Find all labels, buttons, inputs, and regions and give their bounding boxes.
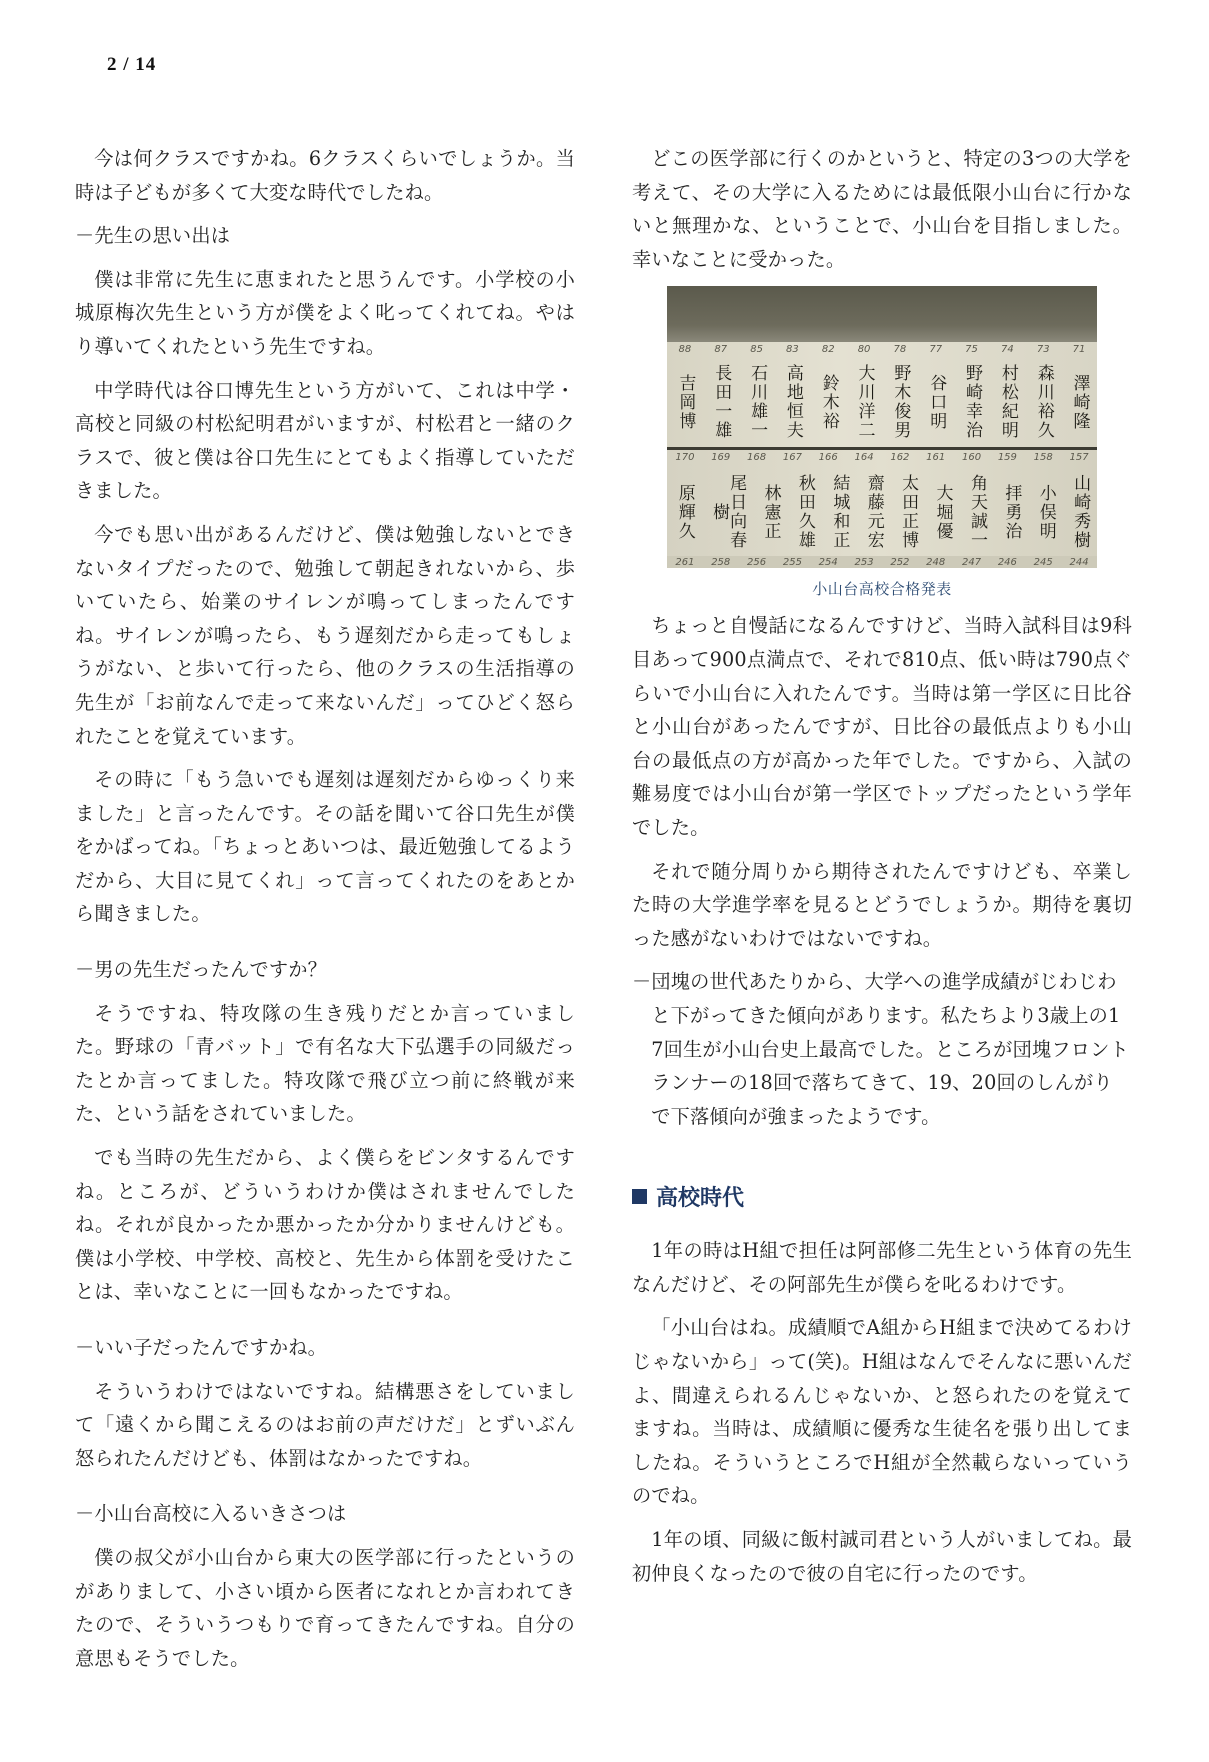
exam-number: 248 <box>926 557 946 569</box>
interviewer-question: －いい子だったんですかね。 <box>75 1336 328 1359</box>
student-name: 小俣明 <box>1035 483 1056 541</box>
interviewer-question: －先生の思い出は <box>75 224 231 248</box>
paragraph: どこの医学部に行くのかというと、特定の3つの大学を考えて、その大学に入るためには最低限小山台に行かないと無理かな、ということで、小山台を目指しました。幸いなことに受かった。 <box>632 147 1132 271</box>
student-name: 結城和正 <box>829 474 850 551</box>
student-name: 齋藤元宏 <box>863 474 884 551</box>
paragraph: でも当時の先生だから、よく僕らをビンタするんですね。ところが、どういうわけか僕はされませんでしたね。それが良かったか悪かったか分かりませんけども。僕は小学校、中学校、高校と、先生から体罰を受けたことは、幸いなことに一回もなかったですね。 <box>75 1146 575 1304</box>
student-name: 秋田久雄 <box>794 474 815 551</box>
exam-number: 71 <box>1072 344 1086 356</box>
page-number: 2 / 14 <box>107 54 157 75</box>
student-name: 山崎秀樹 <box>1070 474 1091 551</box>
exam-number: 73 <box>1036 344 1050 356</box>
paragraph: ちょっと自慢話になるんですけど、当時入試科目は9科目あって900点満点で、それで810点、低い時は790点ぐらいで小山台に入れたんです。当時は第一学区に日比谷と小山台があったんですが、日比谷の最低点よりも小山台の最低点の方が高かった年でした。ですから、入試の難易度では小山台が第一学区でトップだったという学年でした。 <box>632 614 1132 839</box>
square-bullet-icon <box>632 1189 647 1204</box>
exam-results-photo <box>667 286 1097 568</box>
exam-number: 261 <box>675 557 695 569</box>
photo-row2-names <box>667 468 1097 556</box>
exam-number: 87 <box>714 344 728 356</box>
exam-number: 77 <box>929 344 943 356</box>
student-name: 拝勇治 <box>1001 483 1022 541</box>
paragraph: 僕の叔父が小山台から東大の医学部に行ったというのがありまして、小さい頃から医者になれとか言われてきたので、そういうつもりで育ってきたんですね。自分の意思もそうでした。 <box>75 1545 575 1670</box>
exam-number: 258 <box>711 557 731 569</box>
interviewer-question: －団塊の世代あたりから、大学への進学成績がじわじわと下がってきた傾向があります。私たちより3歳上の17回生が小山台史上最高でした。ところが団塊フロントランナーの18回で落ちてきて、19、20回のしんがりで下落傾向が強まったようです。 <box>632 970 1129 1128</box>
exam-number: 168 <box>747 452 767 464</box>
paragraph: 「小山台はね。成績順でA組からH組まで決めてるわけじゃないから」って(笑)。H組はなんでそんなに悪いんだよ、間違えられるんじゃないか、と怒られたのを覚えてますね。当時は、成績順に優秀な生徒名を張り出してましたね。そういうところでH組が全然載らないっていうのでね。 <box>632 1316 1132 1508</box>
paragraph: それで随分周りから期待されたんですけども、卒業した時の大学進学率を見るとどうでしょうか。期待を裏切った感がないわけではないですね。 <box>632 859 1132 950</box>
student-name: 長田一雄 <box>711 364 732 441</box>
paragraph: 中学時代は谷口博先生という方がいて、これは中学・高校と同級の村松紀明君がいますが、村松君と一緒のクラスで、彼と僕は谷口先生にとてもよく指導していただきました。 <box>75 378 575 503</box>
student-name: 角天誠一 <box>966 474 987 551</box>
exam-number: 83 <box>786 344 799 356</box>
paragraph: 僕は非常に先生に恵まれたと思うんです。小学校の小城原梅次先生という方が僕をよく叱ってくれてね。やはり導いてくれたという先生ですね。 <box>75 267 575 358</box>
exam-number: 247 <box>961 557 982 569</box>
interviewer-question: －男の先生だったんですか？ <box>75 958 328 982</box>
paragraph: 今でも思い出があるんだけど、僕は勉強しないとできないタイプだったので、勉強して朝起きれないから、歩いていたら、始業のサイレンが鳴ってしまったんですね。サイレンが鳴ったら、もう遅刻だから走ってもしょうがない、と歩いて行ったら、他のクラスの生活指導の先生が「お前なんで走って来ないんだ」ってひどく怒られたことを覚えています。 <box>75 522 575 748</box>
exam-number: 170 <box>675 452 695 464</box>
exam-number: 167 <box>782 452 802 464</box>
photo-row2-numbers <box>667 452 1097 463</box>
student-name: 石川雄一 <box>747 364 768 441</box>
exam-number: 74 <box>1001 344 1014 356</box>
exam-number: 80 <box>857 344 871 356</box>
student-name: 野木俊男 <box>890 364 911 441</box>
photo-row1-numbers <box>667 344 1097 355</box>
student-name: 野崎幸治 <box>962 364 983 441</box>
paragraph: 1年の頃、同級に飯村誠司君という人がいましてね。最初仲良くなったので彼の自宅に行ったのです。 <box>632 1528 1132 1585</box>
exam-number: 252 <box>890 557 910 569</box>
photo-caption: 小山台高校合格発表 <box>812 580 952 599</box>
student-name: 大堀優 <box>932 483 953 541</box>
right-column <box>632 142 1132 1600</box>
exam-number: 82 <box>821 344 835 356</box>
student-name: 原輝久 <box>674 483 695 541</box>
student-name: 太田正博 <box>898 474 919 551</box>
student-name: 澤崎隆 <box>1069 373 1090 431</box>
interviewer-question: －小山台高校に入るいきさつは <box>75 1502 347 1526</box>
exam-number: 160 <box>961 452 982 464</box>
photo-figure <box>632 286 1132 599</box>
exam-number: 255 <box>782 557 802 569</box>
exam-number: 157 <box>1069 452 1089 464</box>
paragraph: 今は何クラスですかね。6クラスくらいでしょうか。当時は子どもが多くて大変な時代でしたね。 <box>75 147 575 204</box>
exam-number: 159 <box>997 452 1017 464</box>
exam-number: 166 <box>818 452 838 464</box>
exam-number: 246 <box>997 557 1017 569</box>
paragraph: そうですね、特攻隊の生き残りだとか言っていました。野球の「青バット」で有名な大下弘選手の同級だったとか言ってました。特攻隊で飛び立つ前に終戦が来た、という話をされていました。 <box>75 1001 575 1126</box>
student-name: 谷口明 <box>926 373 947 431</box>
exam-number: 161 <box>926 452 946 464</box>
student-name: 高地恒夫 <box>782 364 803 441</box>
student-name: 吉岡博 <box>675 373 696 431</box>
exam-number: 75 <box>965 344 978 356</box>
exam-number: 88 <box>678 344 692 356</box>
exam-number: 244 <box>1069 557 1089 569</box>
photo-row1-names <box>667 360 1097 444</box>
student-name: 森川裕久 <box>1033 364 1054 441</box>
exam-number: 254 <box>818 557 838 569</box>
exam-number: 158 <box>1033 452 1053 464</box>
student-name: 林憲正 <box>760 483 781 541</box>
exam-number: 253 <box>854 557 874 569</box>
exam-number: 169 <box>711 452 731 464</box>
left-column <box>75 142 575 1685</box>
exam-number: 85 <box>750 344 763 356</box>
paragraph: その時に「もう急いでも遅刻は遅刻だからゆっくり来ました」と言ったんです。その話を聞いて谷口先生が僕をかばってね。「ちょっとあいつは、最近勉強してるようだから、大目に見てくれ」って言ってくれたのをあとから聞きました。 <box>75 768 575 926</box>
exam-number: 78 <box>893 344 907 356</box>
exam-number: 164 <box>854 452 874 464</box>
section-heading-text: 高校時代 <box>656 1186 745 1212</box>
student-name: 大川洋二 <box>854 364 875 441</box>
paragraph: そういうわけではないですね。結構悪さをしていまして「遠くから聞こえるのはお前の声だけだ」とずいぶん怒られたんだけども、体罰はなかったですね。 <box>75 1379 575 1470</box>
photo-background-wall <box>667 286 1097 342</box>
photo-row3-numbers <box>667 557 1097 568</box>
student-name: 鈴木裕 <box>818 373 839 431</box>
student-name: 村松紀明 <box>997 364 1018 441</box>
exam-number: 162 <box>890 452 910 464</box>
student-name: 尾日向春樹 <box>709 474 747 551</box>
section-heading <box>632 1181 1132 1212</box>
exam-number: 245 <box>1033 557 1053 569</box>
paragraph: 1年の時はH組で担任は阿部修二先生という体育の先生なんだけど、その阿部先生が僕らを叱るわけです。 <box>632 1239 1132 1296</box>
exam-number: 256 <box>747 557 767 569</box>
